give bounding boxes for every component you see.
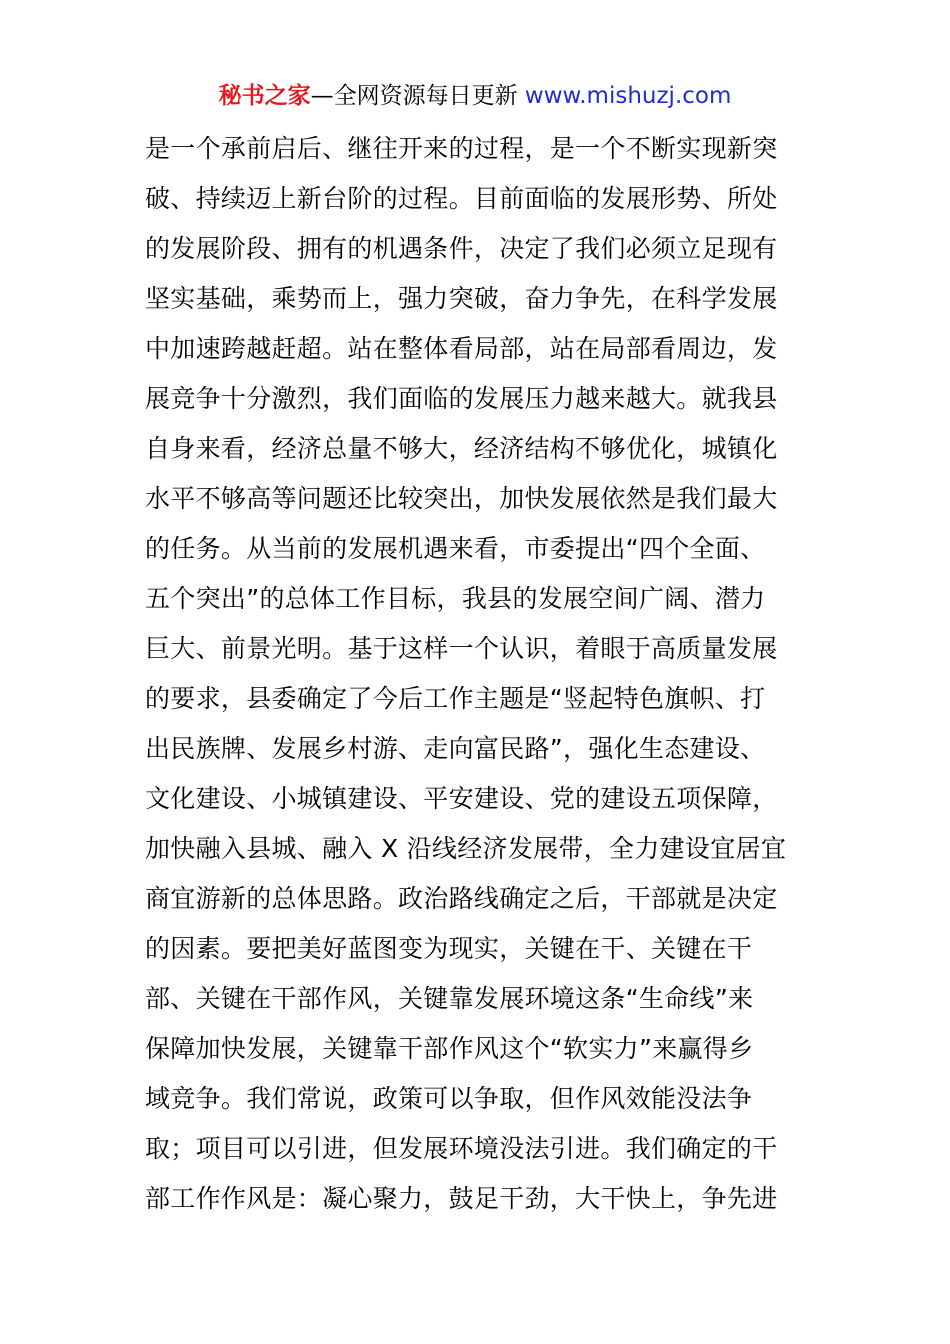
text-line: 的要求，县委确定了今后工作主题是“竖起特色旗帜、打 (145, 684, 766, 713)
text-line: 坚实基础，乘势而上，强力突破，奋力争先，在科学发展 (145, 284, 778, 313)
text-line: 水平不够高等问题还比较突出，加快发展依然是我们最大 (145, 484, 778, 513)
text-line: 破、持续迈上新台阶的过程。目前面临的发展形势、所处 (145, 184, 778, 213)
header-tagline: —全网资源每日更新 (310, 83, 525, 109)
text-line: 域竞争。我们常说，政策可以争取，但作风效能没法争 (145, 1084, 753, 1113)
text-line: 展竞争十分激烈，我们面临的发展压力越来越大。就我县 (145, 384, 778, 413)
text-line: 商宜游新的总体思路。政治路线确定之后，干部就是决定 (145, 884, 778, 913)
text-line: 加快融入县城、融入 X 沿线经济发展带，全力建设宜居宜 (145, 834, 787, 863)
text-line: 的任务。从当前的发展机遇来看，市委提出“四个全面、 (145, 534, 766, 563)
text-line: 是一个承前启后、继往开来的过程，是一个不断实现新突 (145, 134, 778, 163)
text-line: 的发展阶段、拥有的机遇条件，决定了我们必须立足现有 (145, 234, 778, 263)
text-line: 自身来看，经济总量不够大，经济结构不够优化，城镇化 (145, 434, 778, 463)
text-line: 部、关键在干部作风，关键靠发展环境这条“生命线”来 (145, 984, 754, 1013)
site-url-link[interactable]: www.mishuzj.com (524, 83, 732, 109)
text-line: 部工作作风是：凝心聚力，鼓足干劲，大干快上，争先进 (145, 1184, 778, 1213)
text-line: 中加速跨越赶超。站在整体看局部，站在局部看周边，发 (145, 334, 778, 363)
page-header (0, 80, 950, 112)
brand-name: 秘书之家 (218, 83, 311, 109)
text-line: 取；项目可以引进，但发展环境没法引进。我们确定的干 (145, 1134, 778, 1163)
text-line: 五个突出”的总体工作目标，我县的发展空间广阔、潜力 (145, 584, 766, 613)
text-line: 出民族牌、发展乡村游、走向富民路”，强化生态建设、 (145, 734, 766, 763)
text-line: 保障加快发展，关键靠干部作风这个“软实力”来赢得乡 (145, 1034, 754, 1063)
text-line: 巨大、前景光明。基于这样一个认识，着眼于高质量发展 (145, 634, 778, 663)
document-body (145, 124, 815, 1224)
text-line: 的因素。要把美好蓝图变为现实，关键在干、关键在干 (145, 934, 753, 963)
text-line: 文化建设、小城镇建设、平安建设、党的建设五项保障， (145, 784, 778, 813)
